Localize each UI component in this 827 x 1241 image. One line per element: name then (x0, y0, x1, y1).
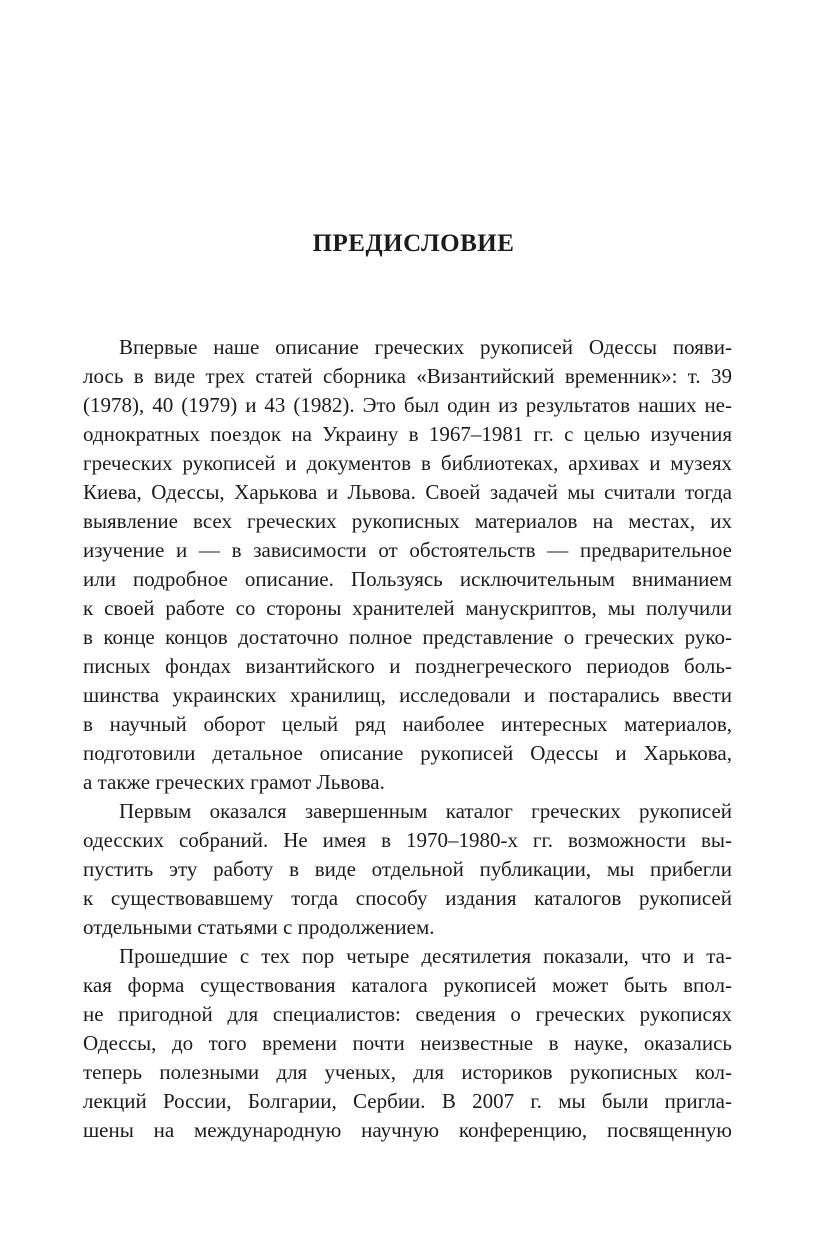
body-text (83, 333, 732, 1145)
paragraph-1 (83, 333, 732, 797)
text-line: писных фондах византийского и позднегреческого периодов боль- (83, 654, 732, 678)
text-line: выявление всех греческих рукописных материалов на местах, их (83, 509, 732, 533)
text-line: в научный оборот целый ряд наиболее интересных материалов, (83, 712, 732, 736)
text-line: лось в виде трех статей сборника «Византийский временник»: т. 39 (83, 364, 732, 388)
text-line: пустить эту работу в виде отдельной публикации, мы прибегли (83, 857, 732, 881)
text-line: изучение и — в зависимости от обстоятельств — предварительное (83, 538, 732, 562)
text-line: к существовавшему тогда способу издания каталогов рукописей (83, 886, 732, 910)
text-line: одесских собраний. Не имея в 1970–1980-х гг. возможности вы- (83, 828, 732, 852)
text-line: Прошедшие с тех пор четыре десятилетия показали, что и та- (119, 944, 732, 968)
text-line: шены на международную научную конференцию, посвященную (83, 1118, 732, 1142)
text-line: теперь полезными для ученых, для историков рукописных кол- (83, 1060, 732, 1084)
text-line: (1978), 40 (1979) и 43 (1982). Это был один из результатов наших не- (83, 393, 732, 417)
text-line: Одессы, до того времени почти неизвестные в науке, оказались (83, 1031, 732, 1055)
text-line: в конце концов достаточно полное представление о греческих руко- (83, 625, 732, 649)
text-line: подготовили детальное описание рукописей Одессы и Харькова, (83, 741, 732, 765)
paragraph-3 (83, 942, 732, 1145)
text-line: или подробное описание. Пользуясь исключительным вниманием (83, 567, 732, 591)
text-line: кая форма существования каталога рукописей может быть впол- (83, 973, 732, 997)
text-line: греческих рукописей и документов в библиотеках, архивах и музеях (83, 451, 732, 475)
text-line: Киева, Одессы, Харькова и Львова. Своей задачей мы считали тогда (83, 480, 732, 504)
text-line: к своей работе со стороны хранителей манускриптов, мы получили (83, 596, 732, 620)
text-line: Впервые наше описание греческих рукописей Одессы появи- (119, 335, 732, 359)
text-line: а также греческих грамот Львова. (83, 770, 385, 794)
text-line: не пригодной для специалистов: сведения о греческих рукописях (83, 1002, 732, 1026)
text-line: лекций России, Болгарии, Сербии. В 2007 г. мы были пригла- (83, 1089, 732, 1113)
text-line: шинства украинских хранилищ, исследовали и постарались ввести (83, 683, 732, 707)
text-line: отдельными статьями с продолжением. (83, 915, 435, 939)
text-line: Первым оказался завершенным каталог греческих рукописей (119, 799, 732, 823)
page-title: ПРЕДИСЛОВИЕ (312, 230, 515, 257)
paragraph-2 (83, 797, 732, 942)
text-line: однократных поездок на Украину в 1967–1981 гг. с целью изучения (83, 422, 732, 446)
